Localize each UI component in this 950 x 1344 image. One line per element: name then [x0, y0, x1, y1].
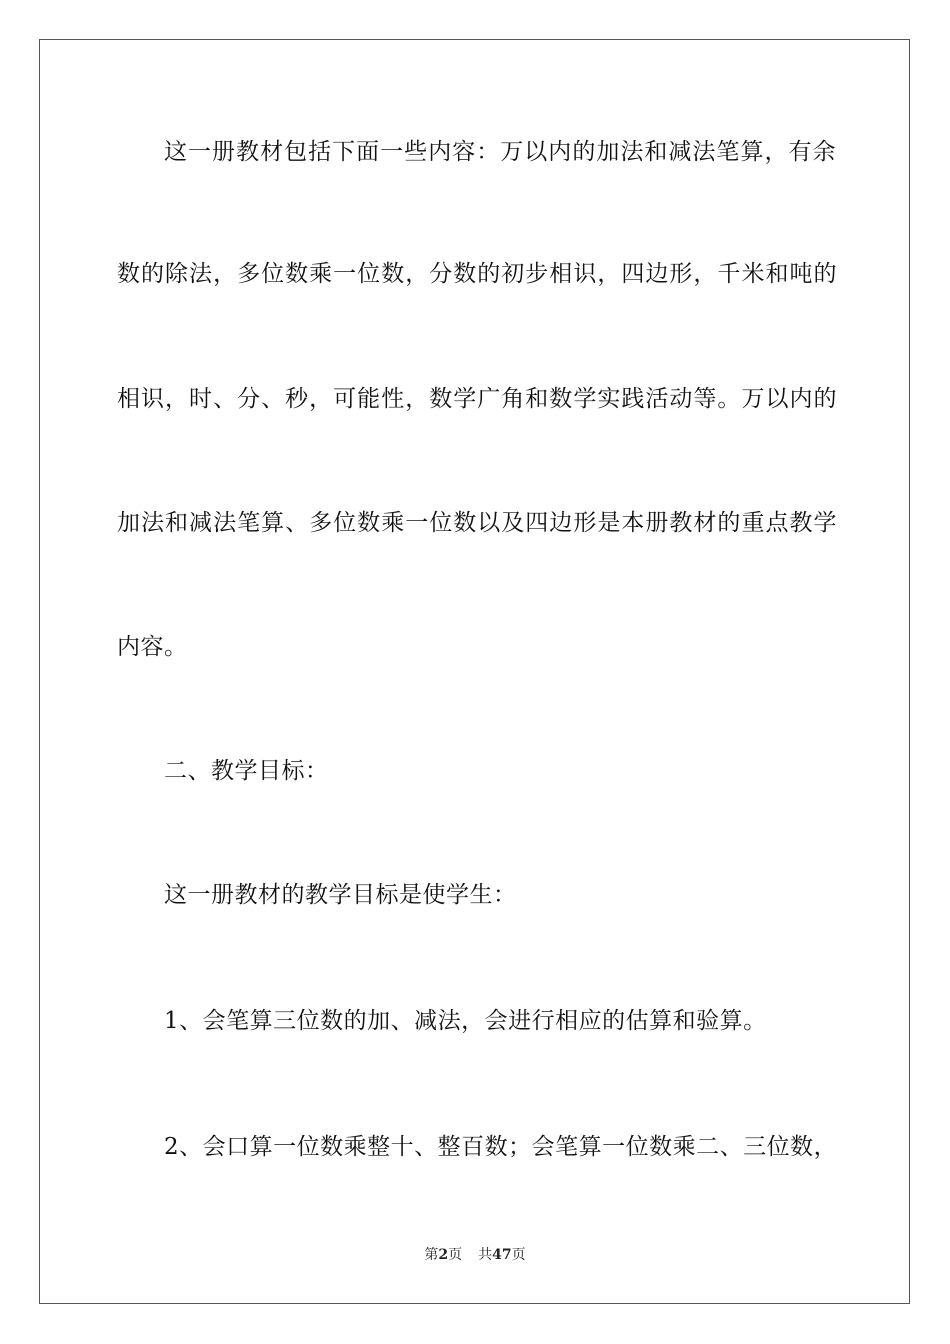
footer-total-prefix: 共 [478, 1247, 493, 1263]
paragraph-line-4: 加法和减法笔算、多位数乘一位数以及四边形是本册教材的重点教学 [117, 510, 837, 536]
page-border [39, 39, 910, 1304]
paragraph-line-5: 内容。 [117, 634, 188, 660]
footer-page-prefix: 第 [424, 1247, 439, 1263]
footer-page-suffix: 页 [448, 1247, 463, 1263]
paragraph-line-7: 这一册教材的教学目标是使学生： [164, 882, 517, 908]
footer-page-number: 2 [438, 1247, 449, 1263]
list-item-1: 1、会笔算三位数的加、减法，会进行相应的估算和验算。 [164, 1008, 767, 1034]
paragraph-line-2: 数的除法，多位数乘一位数，分数的初步相识，四边形，千米和吨的 [117, 261, 837, 287]
list-item-2: 2、会口算一位数乘整十、整百数；会笔算一位数乘二、三位数， [164, 1134, 838, 1160]
paragraph-line-1: 这一册教材包括下面一些内容：万以内的加法和减法笔算，有余 [164, 139, 836, 165]
page-footer [0, 1246, 950, 1264]
section-heading: 二、教学目标： [164, 758, 329, 784]
footer-total-suffix: 页 [511, 1247, 526, 1263]
footer-total-pages: 47 [492, 1247, 512, 1263]
paragraph-line-3: 相识，时、分、秒，可能性，数学广角和数学实践活动等。万以内的 [117, 386, 837, 412]
